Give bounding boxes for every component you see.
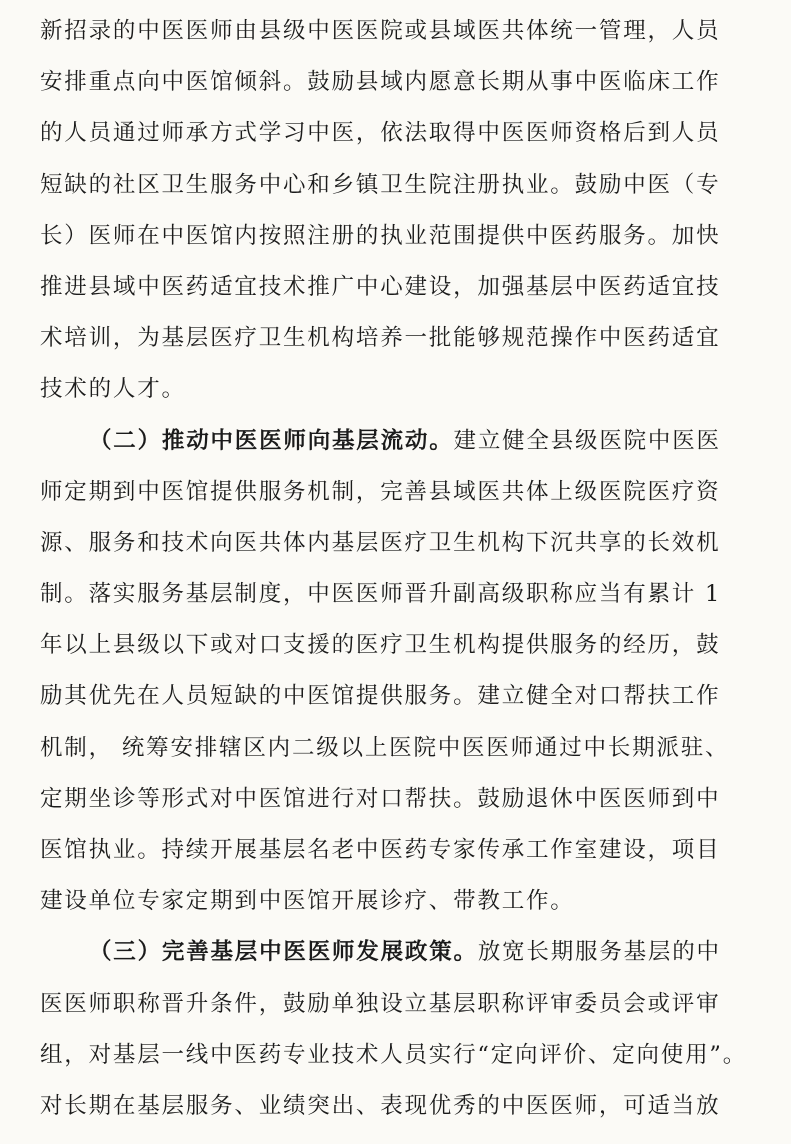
text-line	[40, 518, 757, 569]
text-line	[40, 620, 757, 671]
line-text: 源、服务和技术向医共体内基层医疗卫生机构下沉共享的长效机	[40, 529, 721, 556]
text-line	[40, 774, 757, 825]
line-text: 建设单位专家定期到中医馆开展诊疗、带教工作。	[40, 888, 575, 915]
text-line	[40, 569, 757, 620]
line-text: 放宽长期服务基层的中	[477, 939, 721, 966]
section-heading: （三）完善基层中医医师发展政策。	[89, 939, 478, 966]
line-text: 新招录的中医医师由县级中医医院或县域医共体统一管理，人员	[40, 18, 721, 44]
line-text: 医医师职称晋升条件，鼓励单独设立基层职称评审委员会或评审	[40, 990, 721, 1017]
text-line	[40, 108, 757, 159]
text-line	[40, 723, 757, 774]
line-text: 对长期在基层服务、业绩突出、表现优秀的中医医师，可适当放	[40, 1092, 721, 1119]
line-text: 长）医师在中医馆内按照注册的执业范围提供中医药服务。加快	[40, 222, 721, 249]
line-text: 技术的人才。	[40, 376, 186, 403]
text-line	[40, 876, 757, 927]
line-text: 短缺的社区卫生服务中心和乡镇卫生院注册执业。鼓励中医（专	[40, 171, 721, 198]
text-line	[40, 979, 757, 1030]
text-line	[40, 416, 757, 467]
line-text: 年以上县级以下或对口支援的医疗卫生机构提供服务的经历，鼓	[40, 632, 721, 659]
line-text: 机制， 统筹安排辖区内二级以上医院中医医师通过中长期派驻、	[40, 734, 730, 761]
text-line	[40, 825, 757, 876]
text-line	[40, 160, 757, 211]
text-line	[40, 313, 757, 364]
text-line	[40, 57, 757, 108]
line-text: 医馆执业。持续开展基层名老中医药专家传承工作室建设，项目	[40, 837, 721, 863]
text-line	[40, 467, 757, 518]
text-line	[40, 364, 757, 415]
line-text: 定期坐诊等形式对中医馆进行对口帮扶。鼓励退休中医医师到中	[40, 785, 721, 812]
text-line	[40, 1030, 757, 1081]
line-text: 安排重点向中医馆倾斜。鼓励县域内愿意长期从事中医临床工作	[40, 69, 721, 96]
text-line	[40, 262, 757, 313]
line-text: 组，对基层一线中医药专业技术人员实行“定向评价、定向使用”。	[40, 1041, 748, 1068]
text-line	[40, 211, 757, 262]
line-text: 术培训，为基层医疗卫生机构培养一批能够规范操作中医药适宜	[40, 325, 721, 352]
line-text: 推进县域中医药适宜技术推广中心建设，加强基层中医药适宜技	[40, 273, 721, 300]
line-text: 励其优先在人员短缺的中医馆提供服务。建立健全对口帮扶工作	[40, 683, 721, 710]
text-line	[40, 927, 757, 978]
line-text: 的人员通过师承方式学习中医，依法取得中医医师资格后到人员	[40, 120, 721, 147]
section-heading: （二）推动中医医师向基层流动。	[89, 427, 454, 454]
line-text: 师定期到中医馆提供服务机制，完善县域医共体上级医院医疗资	[40, 478, 721, 505]
text-line	[40, 6, 757, 57]
line-text: 建立健全县级医院中医医	[453, 427, 721, 454]
text-line	[40, 671, 757, 722]
text-line	[40, 1081, 757, 1132]
line-text: 制。落实服务基层制度，中医医师晋升副高级职称应当有累计 1	[40, 581, 722, 608]
